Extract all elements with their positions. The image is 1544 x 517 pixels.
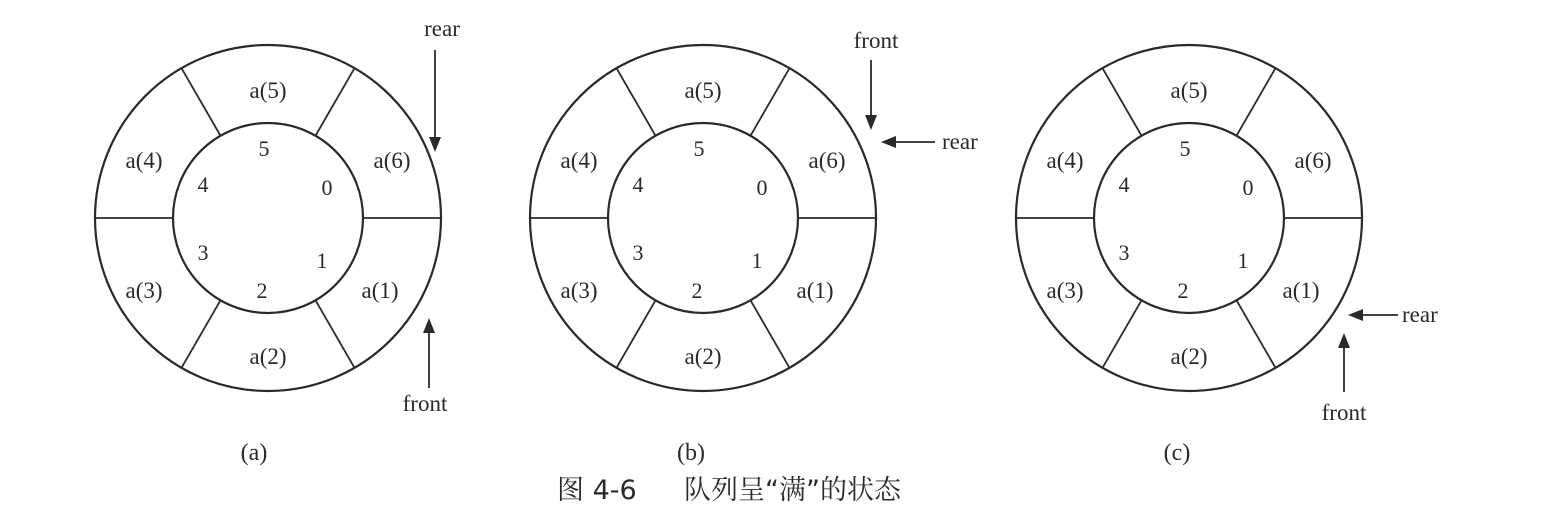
cell-a2: a(2) (249, 344, 287, 369)
index-3: 3 (197, 240, 209, 265)
index-0: 0 (321, 175, 333, 200)
diagram-label: (c) (1163, 440, 1191, 466)
front-pointer-label: front (402, 391, 448, 416)
divider (182, 68, 221, 136)
front-pointer-label: front (853, 28, 899, 53)
diagram-label: (b) (677, 440, 705, 466)
divider (1237, 68, 1276, 136)
index-0: 0 (756, 175, 768, 200)
index-1: 1 (1237, 248, 1249, 273)
divider (1103, 68, 1142, 136)
diagram-c (1016, 45, 1438, 466)
cell-a4: a(4) (1046, 148, 1084, 173)
front-arrow (865, 60, 877, 130)
divider (1237, 300, 1276, 368)
cell-a4: a(4) (125, 148, 163, 173)
index-0: 0 (1242, 175, 1254, 200)
divider (617, 300, 656, 368)
cell-a2: a(2) (684, 344, 722, 369)
front-arrow (1338, 333, 1350, 392)
diagram-label: (a) (240, 440, 268, 466)
index-5: 5 (258, 136, 270, 161)
rear-pointer-label: rear (1402, 302, 1438, 327)
cell-a5: a(5) (1170, 78, 1208, 103)
cell-a3: a(3) (560, 278, 598, 303)
rear-pointer-label: rear (424, 16, 460, 41)
figure-number: 图 4-6 (557, 475, 637, 506)
rear-arrow (429, 50, 441, 152)
front-arrow (423, 318, 435, 388)
rear-arrow (881, 136, 935, 148)
divider (182, 300, 221, 368)
index-1: 1 (751, 248, 763, 273)
cell-a1: a(1) (361, 278, 399, 303)
index-5: 5 (693, 136, 705, 161)
index-5: 5 (1179, 136, 1191, 161)
index-4: 4 (632, 172, 644, 197)
index-2: 2 (691, 278, 703, 303)
cell-a3: a(3) (125, 278, 163, 303)
cell-a3: a(3) (1046, 278, 1084, 303)
divider (1103, 300, 1142, 368)
cell-a1: a(1) (1282, 278, 1320, 303)
index-2: 2 (1177, 278, 1189, 303)
cell-a6: a(6) (1294, 148, 1332, 173)
divider (316, 68, 355, 136)
rear-arrow (1348, 309, 1398, 321)
diagram-b (530, 28, 978, 466)
cell-a6: a(6) (808, 148, 846, 173)
rear-pointer-label: rear (942, 129, 978, 154)
index-4: 4 (197, 172, 209, 197)
divider (751, 68, 790, 136)
figure-caption: 队列呈“满”的状态 (684, 475, 901, 506)
divider (617, 68, 656, 136)
cell-a4: a(4) (560, 148, 598, 173)
cell-a1: a(1) (796, 278, 834, 303)
index-1: 1 (316, 248, 328, 273)
cell-a5: a(5) (249, 78, 287, 103)
divider (751, 300, 790, 368)
index-2: 2 (256, 278, 268, 303)
diagram-a (95, 16, 460, 466)
cell-a6: a(6) (373, 148, 411, 173)
cell-a5: a(5) (684, 78, 722, 103)
divider (316, 300, 355, 368)
index-4: 4 (1118, 172, 1130, 197)
cell-a2: a(2) (1170, 344, 1208, 369)
front-pointer-label: front (1321, 400, 1367, 425)
index-3: 3 (632, 240, 644, 265)
index-3: 3 (1118, 240, 1130, 265)
